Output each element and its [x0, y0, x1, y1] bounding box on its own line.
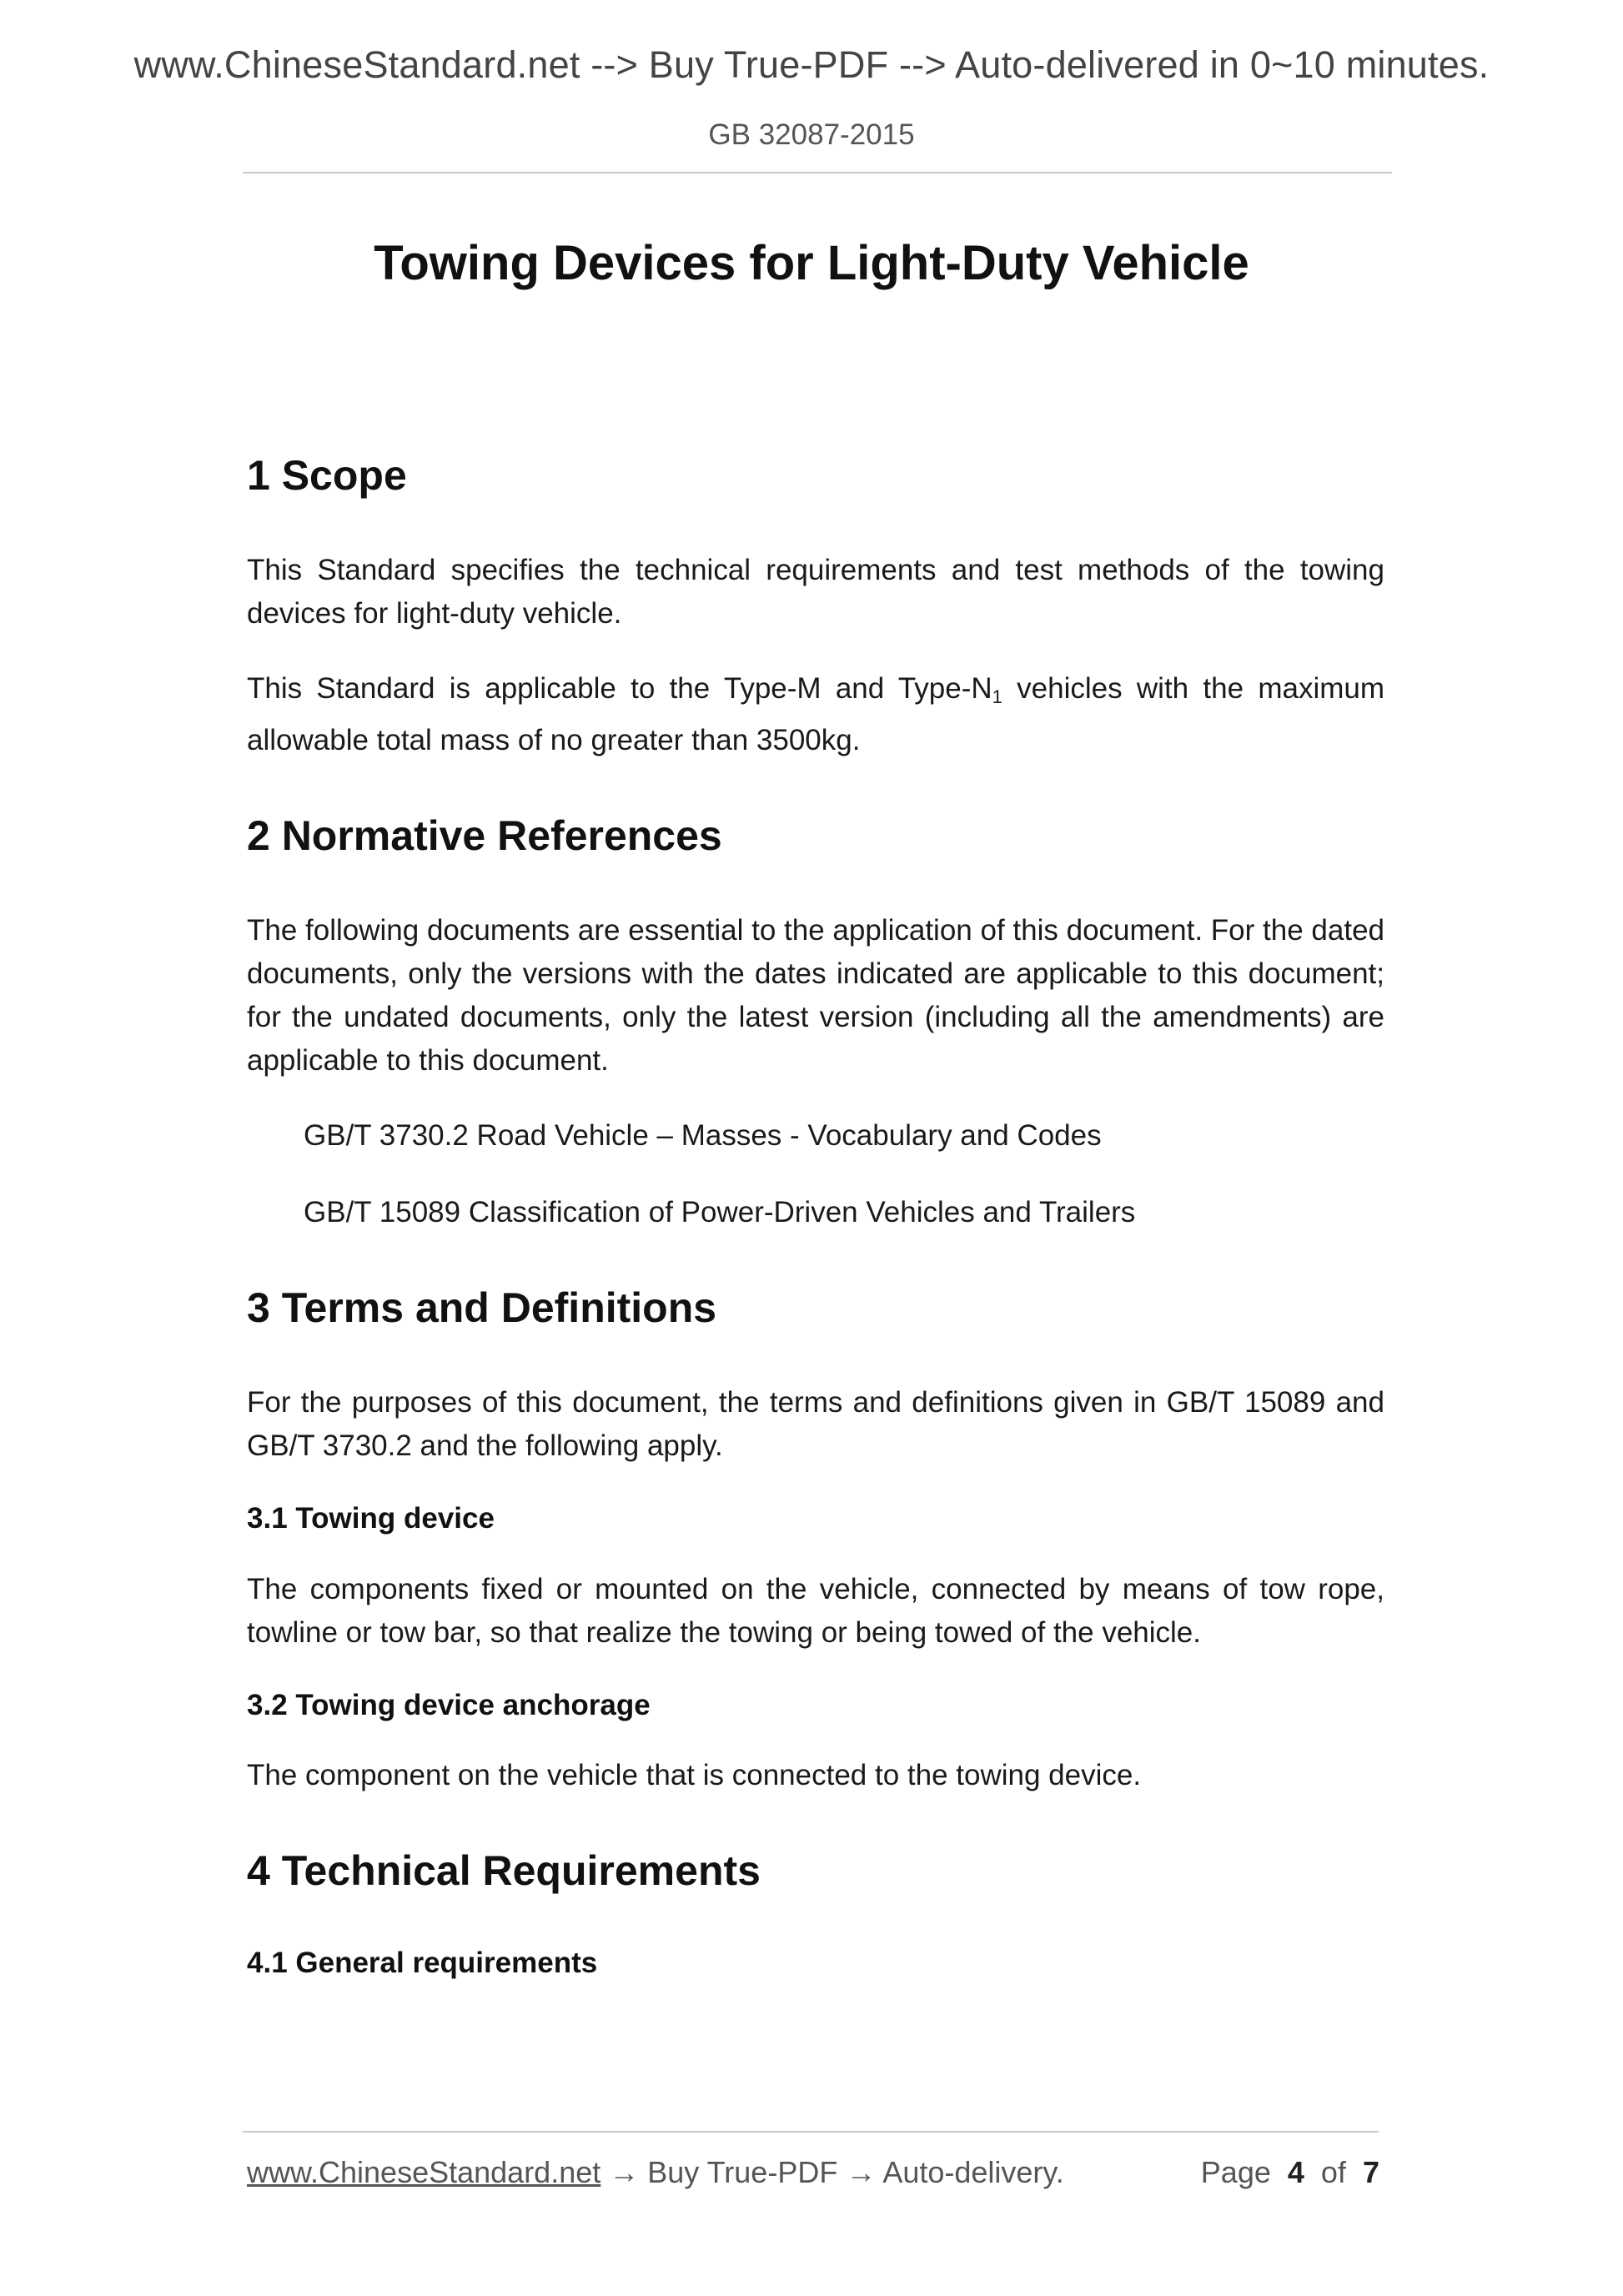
term-definition: The component on the vehicle that is connected to the towing device.: [247, 1759, 1142, 1791]
reference-item: GB/T 3730.2 Road Vehicle – Masses - Vocabulary and Codes: [304, 1119, 1102, 1152]
page-total: 7: [1362, 2155, 1379, 2189]
section-heading: 1 Scope: [247, 452, 407, 499]
section-terms-definitions: [247, 1283, 1384, 1797]
term-definition: The components fixed or mounted on the vehicle, connected by means of tow rope, towline or tow bar, so that realize the towing or being towed of the vehicle.: [247, 1572, 1384, 1649]
footer-text: → Buy True-PDF → Auto-delivery.: [600, 2155, 1064, 2189]
text-run: vehicles with the maximum allowable total mass of no greater than 3500kg.: [247, 672, 1384, 756]
page-of: of: [1320, 2155, 1346, 2189]
page-current: 4: [1287, 2155, 1304, 2189]
section-heading: 2 Normative References: [247, 812, 722, 859]
section-heading: 4 Technical Requirements: [247, 1847, 761, 1894]
term-heading: 3.1 Towing device: [247, 1502, 495, 1535]
document-body: [247, 450, 1384, 2031]
subsection-heading: 4.1 General requirements: [247, 1947, 598, 1979]
section-normative-references: [247, 811, 1384, 1234]
standard-code: GB 32087-2015: [708, 118, 915, 151]
reference-item: GB/T 15089 Classification of Power-Driven Vehicles and Trailers: [304, 1196, 1136, 1228]
section-scope: [247, 450, 1384, 762]
top-banner: www.ChineseStandard.net --> Buy True-PDF --> Auto-delivered in 0~10 minutes.: [133, 43, 1490, 86]
paragraph: The following documents are essential to the application of this document. For the dated documents, only the versions with the dates indicated are applicable to this document; for the undated documents, only the latest version (including all the amendments) are applicable to this document.: [247, 914, 1384, 1077]
page-indicator: [1201, 2155, 1379, 2190]
term-heading: 3.2 Towing device anchorage: [247, 1688, 651, 1721]
footer-left: [247, 2155, 1064, 2190]
subscript: 1: [992, 686, 1002, 707]
header-divider: [243, 172, 1392, 173]
section-heading: 3 Terms and Definitions: [247, 1284, 717, 1331]
page-label: Page: [1200, 2155, 1271, 2189]
section-technical-requirements: [247, 1846, 1384, 1982]
paragraph: For the purposes of this document, the terms and definitions given in GB/T 15089 and GB/T 3730.2 and the following apply.: [247, 1386, 1384, 1462]
footer-site-link[interactable]: www.ChineseStandard.net: [247, 2155, 601, 2189]
paragraph: This Standard specifies the technical requirements and test methods of the towing devices for light-duty vehicle.: [247, 554, 1384, 630]
document-title: Towing Devices for Light-Duty Vehicle: [374, 236, 1249, 290]
paragraph: [247, 667, 1384, 762]
footer-divider: [243, 2131, 1379, 2133]
text-run: This Standard is applicable to the Type-M and Type-N: [247, 672, 992, 705]
